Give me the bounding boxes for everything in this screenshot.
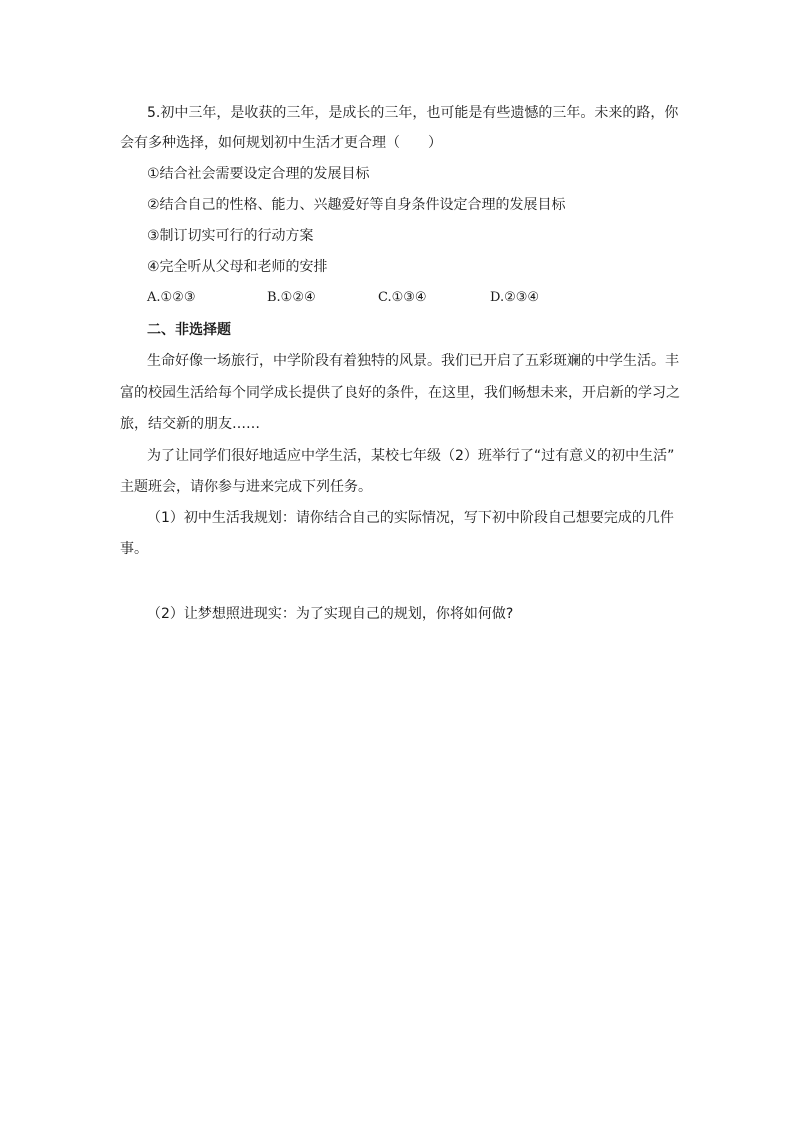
- question-5-item-4: ④完全听从父母和老师的安排: [147, 259, 328, 275]
- passage-line-1: 生命好像一场旅行，中学阶段有着独特的风景。我们已开启了五彩斑斓的中学生活。丰: [147, 353, 679, 369]
- task-2: （2）让梦想照进现实：为了实现自己的规划，你将如何做?: [147, 606, 514, 622]
- question-5-stem-line-1: 5.初中三年，是收获的三年，是成长的三年，也可能是有些遗憾的三年。未来的路，你: [147, 105, 679, 121]
- option-c: C.①③④: [378, 290, 427, 305]
- option-a: A.①②③: [147, 290, 196, 305]
- option-b: B.①②④: [267, 290, 316, 305]
- question-5-item-1: ①结合社会需要设定合理的发展目标: [147, 166, 370, 182]
- question-5-item-2: ②结合自己的性格、能力、兴趣爱好等自身条件设定合理的发展目标: [147, 197, 566, 213]
- task-1-line-2: 事。: [120, 541, 148, 557]
- option-d: D.②③④: [490, 290, 540, 305]
- passage-line-3: 旅，结交新的朋友……: [120, 416, 260, 432]
- task-1-line-1: （1）初中生活我规划：请你结合自己的实际情况，写下初中阶段自己想要完成的几件: [147, 510, 674, 526]
- question-5-item-3: ③制订切实可行的行动方案: [147, 228, 314, 244]
- section-2-heading: 二、非选择题: [147, 322, 231, 338]
- question-5-stem-line-2: 会有多种选择，如何规划初中生活才更合理（ ）: [120, 135, 442, 151]
- question-5-options: [147, 288, 667, 308]
- context-line-1: 为了让同学们很好地适应中学生活，某校七年级（2）班举行了“过有意义的初中生活”: [147, 448, 675, 464]
- passage-line-2: 富的校园生活给每个同学成长提供了良好的条件，在这里，我们畅想未来，开启新的学习之: [120, 385, 680, 401]
- context-line-2: 主题班会，请你参与进来完成下列任务。: [120, 479, 372, 495]
